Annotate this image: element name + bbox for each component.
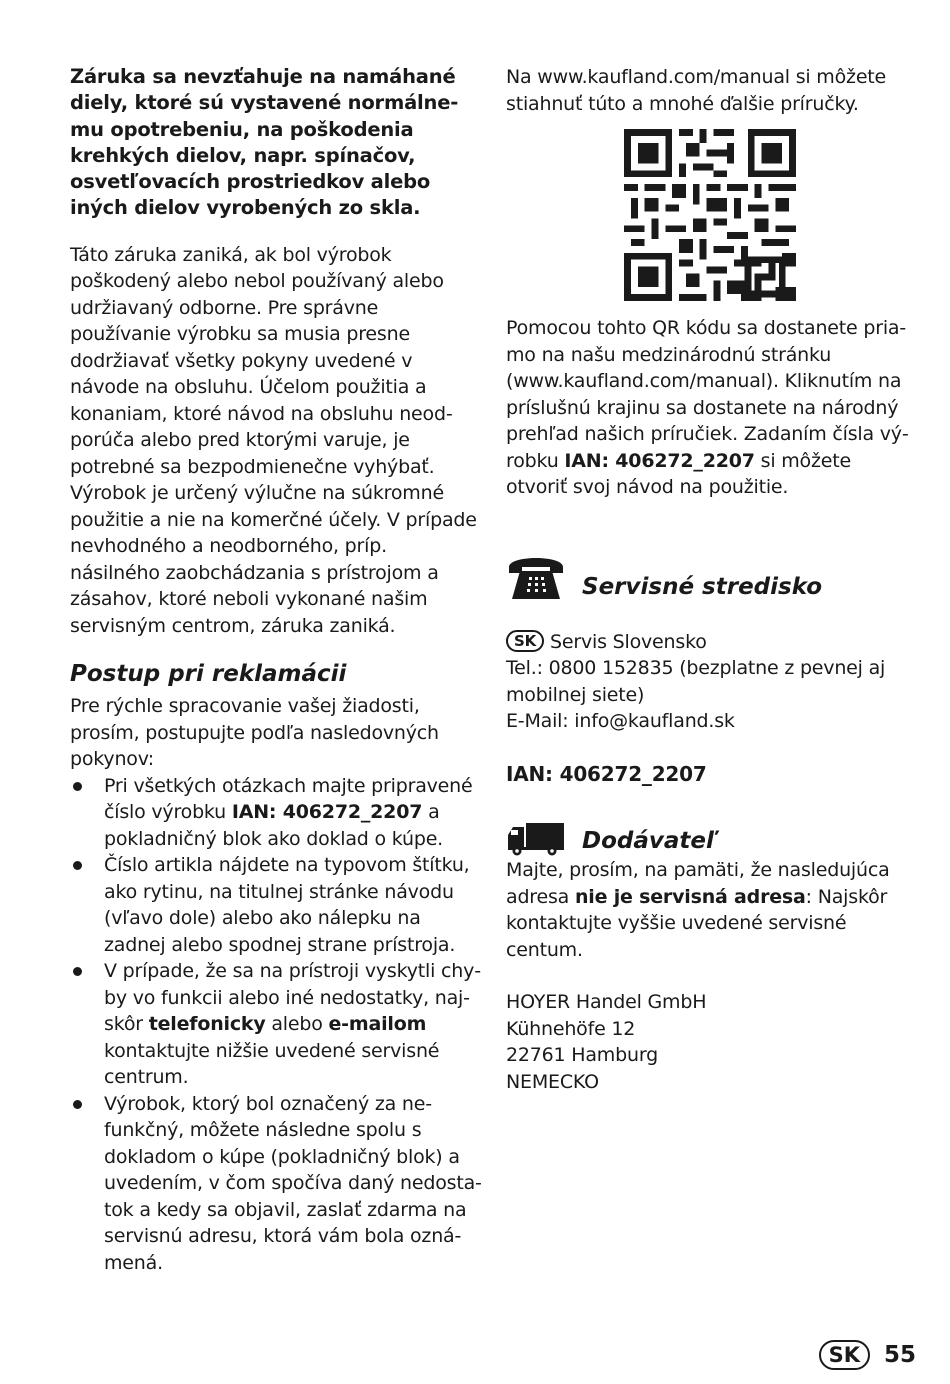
private-use-paragraph: Výrobok je určený výlučne na súkromné použitie a nie na komerčné účely. V prípade nevhodného a neodborného, príp. násilného zaobchádzania s prístrojom a zásahov, ktoré neboli vykonané našim servisným centrom, záruka zaniká. bbox=[70, 482, 477, 637]
page-number: 55 bbox=[883, 1342, 916, 1368]
qr-description: Pomocou tohto QR kódu sa dostanete priamo na našu medzinárodnú stránku (www.kaufland.com/manual). Kliknutím na príslušnú krajinu sa dostanete na národný prehľad našich príručiek. Zadaním čísla výrobku IAN: 406272_2207 si môžete otvoriť svoj návod na použitie. bbox=[506, 317, 909, 498]
page-footer bbox=[819, 1340, 916, 1370]
claims-intro: Pre rýchle spracovanie vašej žiadosti, prosím, postupujte podľa nasledovných pokynov: bbox=[70, 695, 439, 771]
claims-heading: Postup pri reklamácii bbox=[70, 661, 347, 688]
supplier-section-header bbox=[506, 817, 916, 857]
service-name: SK Servis Slovensko bbox=[506, 629, 916, 656]
service-heading: Servisné stredisko bbox=[582, 573, 822, 600]
truck-icon bbox=[506, 821, 566, 857]
qr-code bbox=[624, 129, 796, 301]
address-line: NEMECKO bbox=[506, 1070, 599, 1093]
list-item: Výrobok, ktorý bol označený za nefunkčný, môžete následne spolu s dokladom o kúpe (pokladničný blok) a uvedením, v čom spočíva daný nedostatok a kedy sa objavil, zaslať zdarma na servisnú adresu, ktorá vám bola oznámená. bbox=[70, 1091, 482, 1277]
service-phone: Tel.: 0800 152835 (bezplatne z pevnej aj mobilnej siete) bbox=[506, 657, 886, 706]
warranty-exclusion-text: Záruka sa nevzťahuje na namáhané diely, ktoré sú vystavené normálnemu opotrebeniu, na poškodenia krehkých dielov, napr. spínačov, osvetľovacích prostriedkov alebo iných dielov vyrobených zo skla. bbox=[70, 65, 459, 220]
list-item: V prípade, že sa na prístroji vyskytli chyby vo funkcii alebo iné nedostatky, najskôr telefonicky alebo e-mailom kontaktujte nižšie uvedené servisné centrum. bbox=[70, 958, 482, 1091]
address-line: 22761 Hamburg bbox=[506, 1044, 658, 1066]
right-column bbox=[506, 64, 916, 1095]
language-badge: SK bbox=[819, 1340, 870, 1370]
service-email: E-Mail: info@kaufland.sk bbox=[506, 710, 735, 732]
left-column bbox=[70, 64, 482, 1276]
download-text: Na www.kaufland.com/manual si môžete stiahnuť túto a mnohé ďalšie príručky. bbox=[506, 66, 887, 115]
phone-icon bbox=[506, 553, 566, 603]
supplier-heading: Dodávateľ bbox=[582, 828, 714, 854]
supplier-note: Majte, prosím, na pamäti, že nasledujúca adresa nie je servisná adresa: Najskôr kontaktujte vyššie uvedené servisné centum. bbox=[506, 859, 890, 961]
ian-number: IAN: 406272_2207 bbox=[564, 449, 755, 472]
list-item: Pri všetkých otázkach majte pripravené číslo výrobku IAN: 406272_2207 a pokladničný blok ako doklad o kúpe. bbox=[70, 773, 482, 853]
ian-label: IAN: 406272_2207 bbox=[506, 761, 707, 786]
address-line: Kühnehöfe 12 bbox=[506, 1017, 636, 1040]
country-badge: SK bbox=[506, 630, 544, 652]
ian-number: IAN: 406272_2207 bbox=[231, 801, 423, 824]
service-section-header bbox=[506, 553, 916, 603]
warranty-void-paragraph: Táto záruka zaniká, ak bol výrobok poškodený alebo nebol používaný alebo udržiavaný odborne. Pre správne používanie výrobku sa musia presne dodržiavať všetky pokyny uvedené v návode na obsluhu. Účelom použitia a konaniam, ktoré návod na obsluhu neodporúča alebo pred ktorými varuje, je potrebné sa bezpodmienečne vyhýbať. bbox=[70, 243, 453, 478]
claims-list bbox=[70, 773, 482, 1277]
address-line: HOYER Handel GmbH bbox=[506, 991, 707, 1013]
list-item: Číslo artikla nájdete na typovom štítku, ako rytinu, na titulnej stránke návodu (vľavo dole) alebo ako nálepku na zadnej alebo spodnej strane prístroja. bbox=[70, 852, 482, 958]
